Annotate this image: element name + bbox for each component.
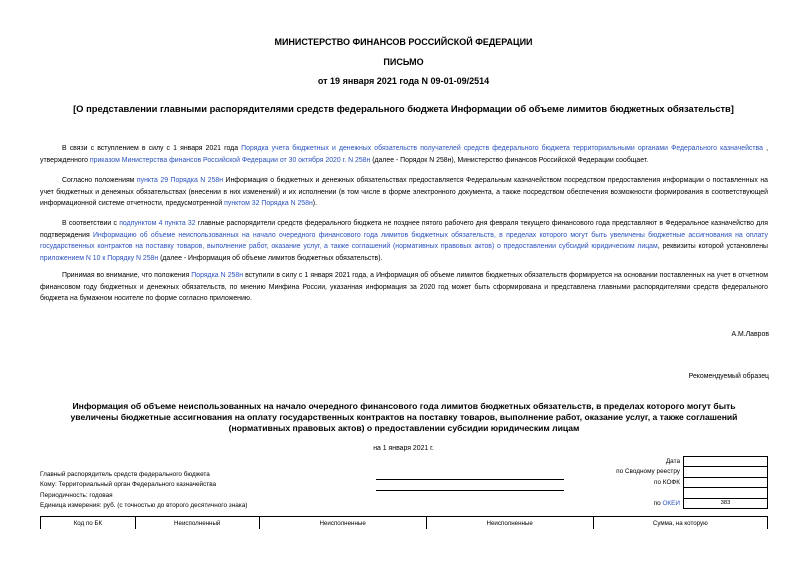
code-cell-kofk[interactable]: [684, 477, 768, 487]
p1-text-2: , утвержденного: [40, 145, 769, 164]
recommended-sample-label: Рекомендуемый образец: [688, 373, 769, 380]
label-okei: [616, 499, 680, 509]
fill-line-recipient[interactable]: [376, 490, 564, 491]
p3-text-2: главные распорядители средств федерального бюджета не позднее пятого рабочего дня февраля текущего финансового года представляют в Федеральное казначейство для подтверждения: [40, 220, 768, 239]
p3-text-4: (далее - Информация об объеме лимитов бюджетных обязательств).: [158, 254, 383, 262]
paragraph-2: [40, 175, 768, 210]
link-subpoint-4[interactable]: подпунктом 4 пункта 32: [119, 220, 196, 227]
p2-text-2: Информация о бюджетных и денежных обязательствах предоставляется Федеральным казначейством посредством предоставления информации о поставленных на учет бюджетных и денежных обязательствах (внесении в них изменений) и их исполнении (в том числе в форме электронного документа, а также посредством обеспечения возможности формирования в соответствующей информационной системе отчетности, предусмотренной: [40, 177, 768, 207]
p2-text-3: ).: [312, 200, 317, 207]
link-order-258n[interactable]: Порядка учета бюджетных и денежных обязательств получателей средств федерального бюджета территориальными органами Федерального казначейства: [241, 145, 763, 152]
p4-text-2: вступили в силу с 1 января 2021 года, а Информация об объеме лимитов бюджетных обязательств формируется на основании поставленных на учет в отчетном финансовом году бюджетных и денежных обязательств, по мнению Минфина России, указанная информация за 2020 год может быть сформирована и представлена главными распорядителями средств федерального бюджета на бумажном носителе по форме согласно приложению.: [40, 272, 768, 302]
form-left-rows: [40, 470, 247, 512]
link-minfin-order[interactable]: приказом Министерства финансов Российской Федерации от 30 октября 2020 г. N 258н: [89, 156, 371, 164]
link-appendix-10[interactable]: приложением N 10 к Порядку N 258н: [40, 254, 159, 262]
ministry-heading: МИНИСТЕРСТВО ФИНАНСОВ РОССИЙСКОЙ ФЕДЕРАЦИИ: [274, 37, 533, 47]
link-order-258n-short[interactable]: Порядка N 258н: [191, 272, 244, 279]
row-recipient: Кому: Территориальный орган Федерального казначейства: [40, 481, 217, 489]
header-bk-code: Код по БК: [41, 517, 136, 530]
row-unit: Единица измерения: руб. (с точностью до второго десятичного знака): [40, 502, 248, 510]
label-blank: [616, 488, 680, 498]
code-cell-date[interactable]: [684, 457, 768, 467]
paragraph-1: [40, 143, 768, 166]
paragraph-4: [40, 270, 768, 305]
row-main-manager: Главный распорядитель средств федерального бюджета: [40, 471, 210, 478]
code-cell-okei: 383: [684, 498, 768, 508]
code-cell-registry[interactable]: [684, 467, 768, 477]
signature: А.М.Лавров: [731, 331, 769, 338]
p2-text-1: Согласно положениям: [62, 177, 137, 184]
codes-table: [683, 456, 768, 509]
doc-subject: [О представлении главными распорядителями средств федерального бюджета Информации об объеме лимитов бюджетных обязательств]: [73, 103, 734, 114]
p1-text-1: В связи с вступлением в силу с 1 января 2021 года: [62, 145, 242, 152]
label-registry: по Сводному реестру: [616, 468, 680, 476]
doc-date-number: от 19 января 2021 года N 09-01-09/2514: [317, 76, 490, 86]
paragraph-3: [40, 218, 768, 264]
row-periodicity: Периодичность: годовая: [40, 491, 113, 499]
link-information-form[interactable]: Информацию об объеме неиспользованных на начало очередного финансового года лимитов бюджетных обязательств, в пределах которого могут быть увеличены бюджетные ассигнования на оплату государственных контрактов на поставку товаров, выполнение работ, оказание услуг, а также соглашений (нормативных правовых актов) о предоставлении субсидий юридическим лицам: [40, 231, 768, 250]
link-point-29[interactable]: пункта 29 Порядка N 258н: [136, 177, 224, 184]
fill-line-manager[interactable]: [376, 479, 564, 480]
label-date: Дата: [665, 458, 680, 465]
p3-text-1: В соответствии с: [62, 220, 120, 227]
form-title: Информация об объеме неиспользованных на начало очередного финансового года лимитов бюджетных обязательств, в пределах которого могут быть увеличены бюджетные ассигнования на оплату государственных контрактов на поставку товаров, выполнение работ, оказание услуг, а также соглашений (нормативных правовых актов) о предоставлении субсидии юридическим лицам: [70, 401, 738, 433]
form-data-table: [40, 516, 768, 529]
code-cell-blank[interactable]: [684, 488, 768, 498]
header-unfulfilled-1: Неисполненный: [135, 517, 259, 530]
form-date: на 1 января 2021 г.: [373, 445, 434, 452]
form-right-labels: [616, 457, 680, 509]
okei-prefix: по: [653, 499, 663, 507]
header-unfulfilled-3: Неисполненные: [426, 517, 593, 530]
label-kofk: по КОФК: [654, 478, 680, 486]
p1-text-3: (далее - Порядок N 258н), Министерство финансов Российской Федерации сообщает.: [370, 156, 649, 164]
p3-text-3: , реквизиты которой установлены: [657, 243, 768, 250]
link-point-32[interactable]: пунктом 32 Порядка N 258н: [224, 200, 313, 207]
p4-text-1: Принимая во внимание, что положения: [62, 272, 192, 279]
header-unfulfilled-2: Неисполненные: [259, 517, 426, 530]
link-okei[interactable]: ОКЕИ: [662, 499, 680, 507]
doc-type-heading: ПИСЬМО: [383, 57, 424, 67]
header-amount: Сумма, на которую: [593, 517, 767, 530]
